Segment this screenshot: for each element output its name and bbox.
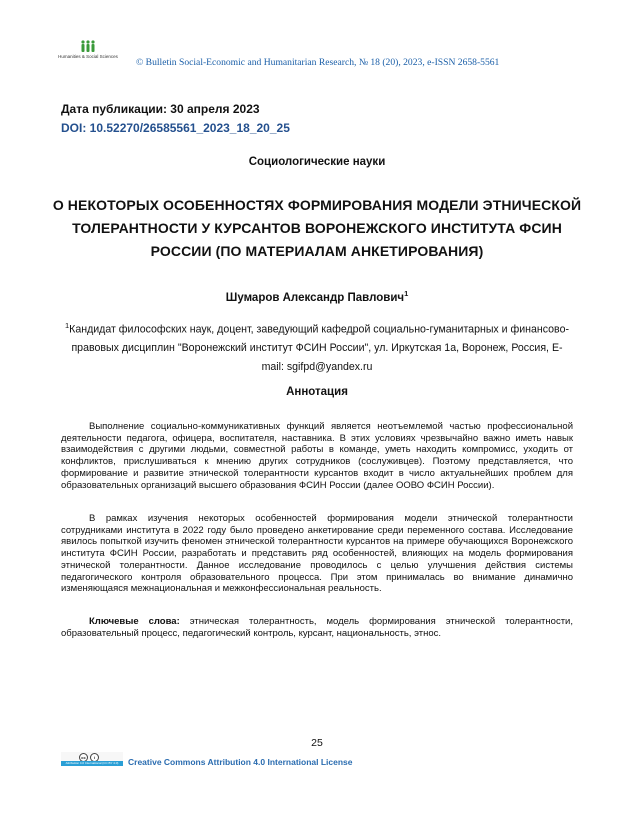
- keywords-label: Ключевые слова:: [89, 616, 180, 627]
- article-title: О НЕКОТОРЫХ ОСОБЕННОСТЯХ ФОРМИРОВАНИЯ МОДЕЛИ ЭТНИЧЕСКОЙ ТОЛЕРАНТНОСТИ У КУРСАНТОВ ВОРОНЕЖСКОГО ИНСТИТУТА ФСИН РОССИИ (ПО МАТЕРИАЛАМ АНКЕТИРОВАНИЯ): [52, 197, 582, 259]
- section-heading: Социологические науки: [248, 156, 386, 168]
- attribution-icon: i: [90, 753, 99, 762]
- cc-icon: cc: [79, 753, 88, 762]
- publication-date: Дата публикации: 30 апреля 2023: [61, 102, 260, 116]
- keywords: [61, 616, 573, 639]
- author-name: Шумаров Александр Павлович: [225, 291, 405, 304]
- logo-caption: Humanities & Social Sciences: [58, 54, 118, 59]
- page-number: 25: [311, 737, 323, 749]
- annotation-heading: Аннотация: [286, 386, 348, 398]
- annotation-paragraph-1: Выполнение социально-коммуникативных функций является неотъемлемой частью профессиональной деятельности педагога, офицера, воспитателя, наставника. В этих условиях чрезвычайно важно иметь навык взаимодействия с другими людьми, совместной работы в команде, уметь находить компромисс, уходить от конфликтов, прислушиваться к мнению других сотрудников (сослуживцев). Поэтому представляется, что формирование и развитие этнической толерантности курсантов входит в число актуальнейших проблем для образовательных организаций высшего образования ФСИН России (далее ООВО ФСИН России).: [61, 421, 573, 491]
- people-icon: [80, 40, 96, 53]
- affiliation-mark: 1: [64, 321, 70, 330]
- affiliation-text: Кандидат философских наук, доцент, заведующий кафедрой социально-гуманитарных и финансово-правовых дисциплин "Воронежский институт ФСИН России", ул. Иркутская 1а, Воронеж, Россия, E-mail: sgifpd@yandex.ru: [69, 323, 569, 373]
- license-link[interactable]: Creative Commons Attribution 4.0 International License: [128, 757, 353, 767]
- doi-link[interactable]: DOI: 10.52270/26585561_2023_18_20_25: [61, 121, 290, 135]
- affiliation: [62, 317, 572, 376]
- cc-badge-top: [61, 752, 123, 761]
- cc-license-badge[interactable]: [61, 752, 123, 766]
- cc-badge-caption: Attribution 4.0 International (CC BY 4.0): [61, 761, 123, 766]
- page-header: [58, 40, 578, 72]
- journal-line: © Bulletin Social-Economic and Humanitarian Research, № 18 (20), 2023, e-ISSN 2658-5561: [136, 57, 500, 68]
- keywords-text: этническая толерантность, модель формирования этнической толерантности, образовательный процесс, педагогический контроль, курсант, национальность, этнос.: [61, 616, 573, 639]
- annotation-paragraph-2: В рамках изучения некоторых особенностей формирования модели этнической толерантности сотрудниками института в 2022 году было проведено анкетирование среди переменного состава. Исследование явилось попыткой изучить феномен этнической толерантности курсантов на примере обучающихся Воронежского института ФСИН России, разработать и представить ряд особенностей, влияющих на модель формирования этнической толерантности. Данное исследование проводилось с целью улучшения действия системы педагогического контроля образовательного процесса. При этом принималась во внимание динамично изменяющаяся межнациональная и межконфессиональная реальность.: [61, 513, 573, 595]
- journal-logo: [58, 40, 118, 70]
- author-footnote-mark: 1: [404, 289, 409, 298]
- author-line: [0, 289, 634, 304]
